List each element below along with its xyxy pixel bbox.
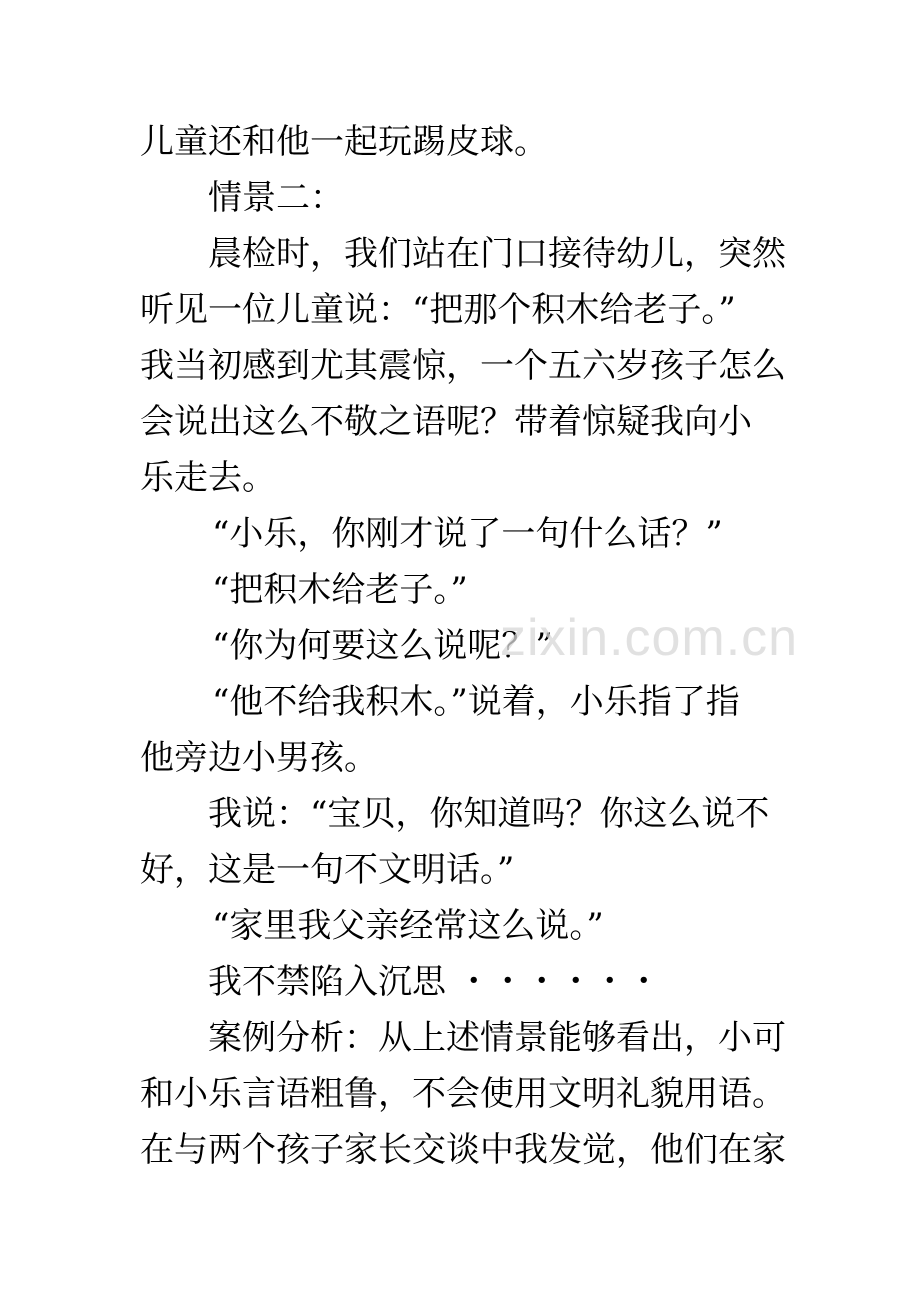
text-line: 在与两个孩子家长交谈中我发觉，他们在家 [140, 1130, 786, 1170]
dialogue-line: “他不给我积木。”说着，小乐指了指 [212, 682, 740, 722]
text-line: 晨检时，我们站在门口接待幼儿，突然 [208, 234, 786, 274]
text-line: 听见一位儿童说：“把那个积木给老子。” [140, 290, 736, 330]
dialogue-line: “家里我父亲经常这么说。” [212, 906, 604, 946]
text-line: 我不禁陷入沉思 ・・・・・・ [208, 962, 661, 1002]
dialogue-line: “把积木给老子。” [212, 570, 468, 610]
text-line: 好，这是一句不文明话。” [140, 850, 515, 890]
text-line: 我当初感到尤其震惊，一个五六岁孩子怎么 [140, 346, 786, 386]
dialogue-line: “小乐，你刚才说了一句什么话？” [212, 514, 723, 554]
section-heading: 情景二： [208, 178, 344, 218]
analysis-line: 案例分析：从上述情景能够看出，小可 [208, 1018, 786, 1058]
dialogue-line: “你为何要这么说呢？” [212, 626, 553, 666]
watermark: zixin.com.cn [500, 609, 799, 667]
text-line: 会说出这么不敬之语呢？带着惊疑我向小 [140, 402, 752, 442]
text-line: 他旁边小男孩。 [140, 738, 378, 778]
text-line: 和小乐言语粗鲁，不会使用文明礼貌用语。 [140, 1074, 786, 1114]
text-line: 儿童还和他一起玩踢皮球。 [140, 122, 548, 162]
text-line: 我说：“宝贝，你知道吗？你这么说不 [208, 794, 770, 834]
text-line: 乐走去。 [140, 458, 276, 498]
